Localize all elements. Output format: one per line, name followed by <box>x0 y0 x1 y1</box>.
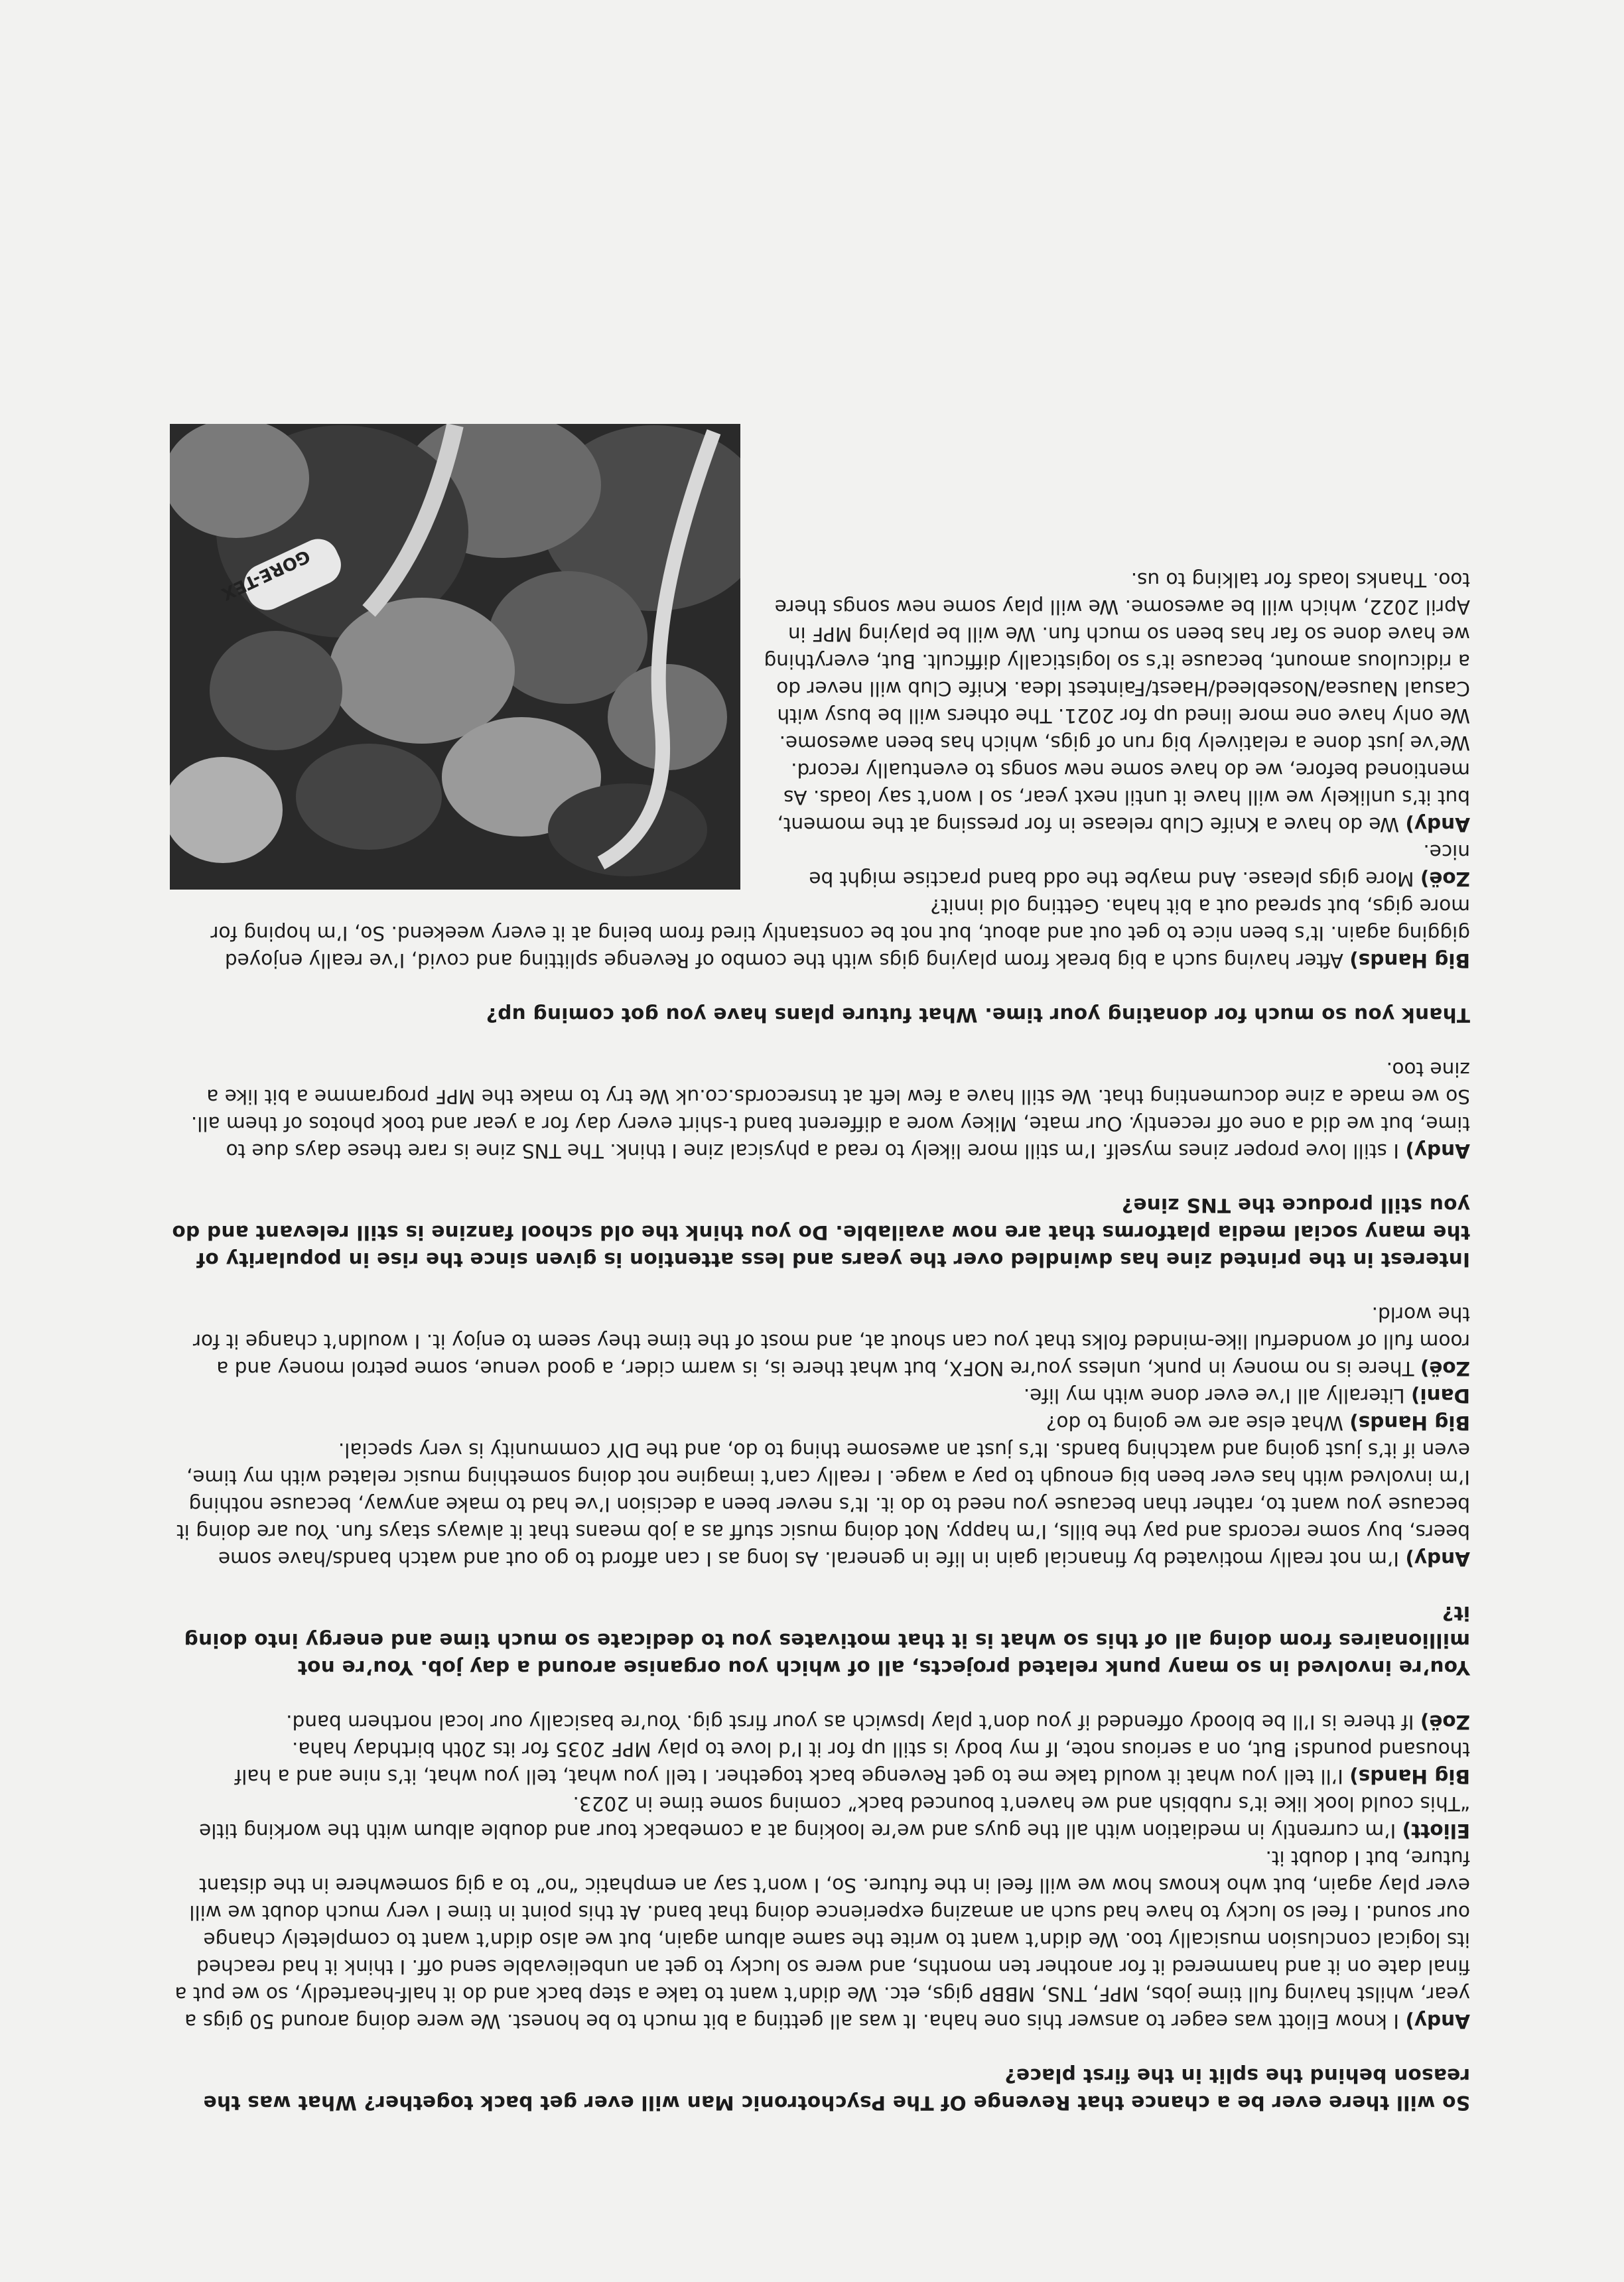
speaker-label: Andy) <box>1405 2010 1470 2033</box>
answer-text: There is no money in punk, unless you’re NOFX, but what there is, is warm cider, a good venue, some petrol money and a room full of wonderful like-minded folks that you can shout at, and most of the time they seem to enjoy it. I wouldn’t change it for the world. <box>192 1303 1470 1380</box>
answer-text: What else are we going to do? <box>1046 1412 1350 1434</box>
answer-dani-2 <box>170 1382 1470 1409</box>
interview-column <box>170 417 1470 2116</box>
speaker-label: Andy) <box>1405 813 1470 836</box>
speaker-label: Big Hands) <box>1349 949 1470 972</box>
speaker-label: Dani) <box>1411 1384 1470 1407</box>
question-2: You’re involved in so many punk related projects, all of which you organise around a day job. You’re not millionaires from doing all of this so what is it that motivates you to dedicate so much time and energy into doing it? <box>184 1602 1470 1679</box>
answer-eliott-1 <box>170 1790 1470 1844</box>
answer-zoe-1 <box>170 1708 1470 1735</box>
speaker-label: Zoë) <box>1420 868 1470 890</box>
speaker-label: Big Hands) <box>1349 1765 1470 1788</box>
answer-text: I still love proper zines myself. I’m still more likely to read a physical zine I think. The TNS zine is rare these days due to time, but we did a one off recently. Our mate, Mikey wore a different band t-shirt every day for a year and took photos of them all. So we made a zine documenting that. We still have a few left at tnsrecords.co.uk We try to make the MPF programme a bit like a zine too. <box>190 1058 1470 1162</box>
speaker-label: Zoë) <box>1420 1357 1470 1380</box>
crowd-photo-icon <box>170 424 740 890</box>
answer-bighands-2 <box>170 1409 1470 1436</box>
answer-block-3 <box>170 1055 1470 1164</box>
question-1: So will there ever be a chance that Revenge Of The Psychotronic Man will ever get back together? What was the reason behind the split in the first place? <box>203 2064 1470 2114</box>
answer-block-1 <box>170 1708 1470 2035</box>
answer-andy-2 <box>170 1436 1470 1572</box>
crowd-photo <box>170 424 740 890</box>
question-4: Thank you so much for donating your time. What future plans have you got coming up? <box>486 1004 1470 1026</box>
answer-text: I’m currently in mediation with all the guys and we’re looking at a comeback tour and double album with the working title “This could look like it’s rubbish and we haven’t bounced back” coming some time in 2023. <box>199 1792 1470 1842</box>
answer-bighands-4 <box>170 892 1470 974</box>
answer-zoe-2 <box>170 1300 1470 1382</box>
answer-text: After having such a big break from playing gigs with the combo of Revenge splitting and covid, I’ve really enjoyed gigging again. It’s been nice to get out and about, but not be constantly tired from being at it every weekend. So, I’m hoping for more gigs, but spread out a bit haha. Getting old innit? <box>210 895 1470 972</box>
question-3: Interest in the printed zine has dwindled over the years and less attention is given since the rise in popularity of the many social media platforms that are now available. Do you think the old school fanzine is still relevant and do you still produce the TNS zine? <box>172 1194 1470 1271</box>
speaker-label: Big Hands) <box>1349 1412 1470 1434</box>
answer-andy-1 <box>170 1844 1470 2035</box>
answer-text: I’ll tell you what it would take me to get Revenge back together. I tell you what, tell you what, it’s nine and a half thousand pounds! But, on a serious note, If my body is still up for it I’d love to play MPF 2035 for its 20th birthday haha. <box>234 1738 1470 1788</box>
answer-block-4 <box>170 417 1470 892</box>
speaker-label: Zoë) <box>1420 1711 1470 1733</box>
answer-text: We do have a Knife Club release in for pressing at the moment, but it’s unlikely we will have it until next year, so I won’t say loads. As mentioned before, we do have some new songs to eventually record. We’ve just done a relatively big run of gigs, which has been awesome. We only have one more lined up for 2021. The others will be busy with Casual Nausea/Nosebleed/Haest/Faintest Idea. Knife Club will never do a ridiculous amount, because it’s so logistically difficult. But, everything we have done so far has been so much fun. We will be playing MPF in April 2022, which will be awesome. We will play some new songs there too. Thanks loads for talking to us. <box>764 569 1470 836</box>
answer-text: Literally all I’ve ever done with my life. <box>1023 1384 1411 1407</box>
answer-bighands-1 <box>170 1735 1470 1790</box>
speaker-label: Eliott) <box>1402 1820 1470 1842</box>
answer-text: I know Eliott was eager to answer this one haha. It was all getting a bit much to be honest. We were doing around 50 gigs a year, whilst having full time jobs, MPF, TNS, MBBP gigs, etc. We didn’t want to take a step back and do it half-heartedly, so we put a final date on it and hammered it for another ten months, and were so lucky to get an unbelievable send off. I think it had reached its logical conclusion musically too. We didn’t want to write the same album again, but we also didn’t want to completely change our sound. I feel so lucky to have had such an amazing experience doing that band. At this point in time I very much doubt we will ever play again, but who knows how we will feel in the future. So, I won’t say an emphatic “no” to a gig somewhere in the distant future, but I doubt it. <box>174 1847 1470 2033</box>
answer-text: I’m not really motivated by financial gain in life in general. As long as I can afford to go out and watch bands/have some beers, buy some records and pay the bills, I’m happy. Not doing music stuff as a job means that it always stays fun. You are doing it because you want to, rather than because you need to do it. It’s never been a decision I’ve had to make anyway, because nothing I’m involved with has ever been big enough to pay a wage. I really can’t imagine not doing something music related with my time, even if it’s just going and watching bands. It’s just an awesome thing to do, and the DIY community is very special. <box>176 1439 1470 1570</box>
answer-andy-3 <box>170 1055 1470 1164</box>
answer-text: More gigs please. And maybe the odd band practise might be nice. <box>809 840 1470 890</box>
answer-text: If there is I’ll be bloody offended if you don’t play Ipswich as your first gig. You’re basically our local northern band. <box>286 1711 1420 1733</box>
speaker-label: Andy) <box>1405 1548 1470 1570</box>
answer-block-2 <box>170 1300 1470 1572</box>
shirt-text: GORE-TEX <box>218 545 313 604</box>
speaker-label: Andy) <box>1405 1140 1470 1162</box>
